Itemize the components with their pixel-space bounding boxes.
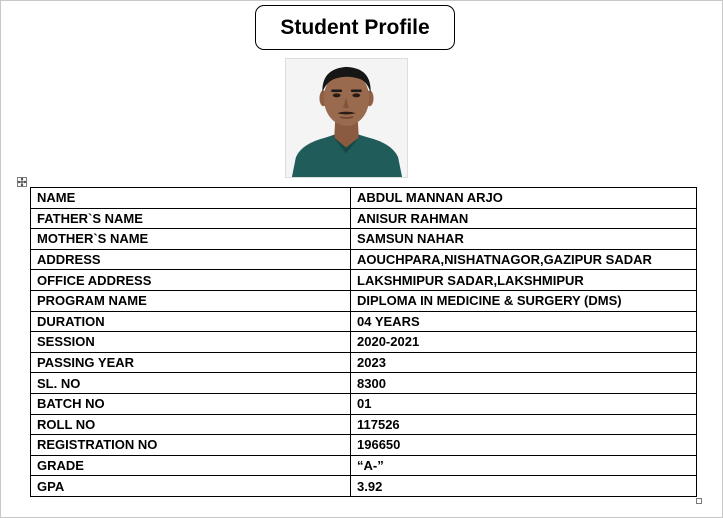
- row-value: AOUCHPARA,NISHATNAGOR,GAZIPUR SADAR: [351, 249, 697, 270]
- table-row: [31, 352, 697, 373]
- table-row: [31, 208, 697, 229]
- row-value: DIPLOMA IN MEDICINE & SURGERY (DMS): [351, 290, 697, 311]
- row-value: SAMSUN NAHAR: [351, 229, 697, 250]
- row-value: 3.92: [351, 476, 697, 497]
- row-value: 01: [351, 393, 697, 414]
- row-value: “A-”: [351, 455, 697, 476]
- row-label: ROLL NO: [31, 414, 351, 435]
- row-value: 2023: [351, 352, 697, 373]
- page-title: Student Profile: [255, 5, 455, 50]
- row-label: SL. NO: [31, 373, 351, 394]
- row-label: NAME: [31, 188, 351, 209]
- table-row: [31, 188, 697, 209]
- row-label: OFFICE ADDRESS: [31, 270, 351, 291]
- row-label: GRADE: [31, 455, 351, 476]
- row-value: LAKSHMIPUR SADAR,LAKSHMIPUR: [351, 270, 697, 291]
- row-label: BATCH NO: [31, 393, 351, 414]
- table-row: [31, 455, 697, 476]
- row-value: ABDUL MANNAN ARJO: [351, 188, 697, 209]
- row-label: MOTHER`S NAME: [31, 229, 351, 250]
- table-row: [31, 373, 697, 394]
- table-row: [31, 311, 697, 332]
- row-label: DURATION: [31, 311, 351, 332]
- row-label: ADDRESS: [31, 249, 351, 270]
- row-label: SESSION: [31, 332, 351, 353]
- row-value: 117526: [351, 414, 697, 435]
- table-row: [31, 414, 697, 435]
- table-row: [31, 229, 697, 250]
- table-row: [31, 332, 697, 353]
- table-row: [31, 393, 697, 414]
- table-row: [31, 290, 697, 311]
- row-label: REGISTRATION NO: [31, 435, 351, 456]
- row-value: ANISUR RAHMAN: [351, 208, 697, 229]
- table-row: [31, 270, 697, 291]
- table-row: [31, 249, 697, 270]
- row-label: FATHER`S NAME: [31, 208, 351, 229]
- student-photo: [285, 58, 408, 178]
- row-label: PASSING YEAR: [31, 352, 351, 373]
- row-label: GPA: [31, 476, 351, 497]
- row-value: 2020-2021: [351, 332, 697, 353]
- table-row: [31, 435, 697, 456]
- row-value: 04 YEARS: [351, 311, 697, 332]
- table-row: [31, 476, 697, 497]
- row-value: 196650: [351, 435, 697, 456]
- table-move-handle[interactable]: [17, 177, 27, 187]
- row-value: 8300: [351, 373, 697, 394]
- row-label: PROGRAM NAME: [31, 290, 351, 311]
- table-resize-handle[interactable]: [696, 498, 702, 504]
- profile-table: [30, 187, 697, 497]
